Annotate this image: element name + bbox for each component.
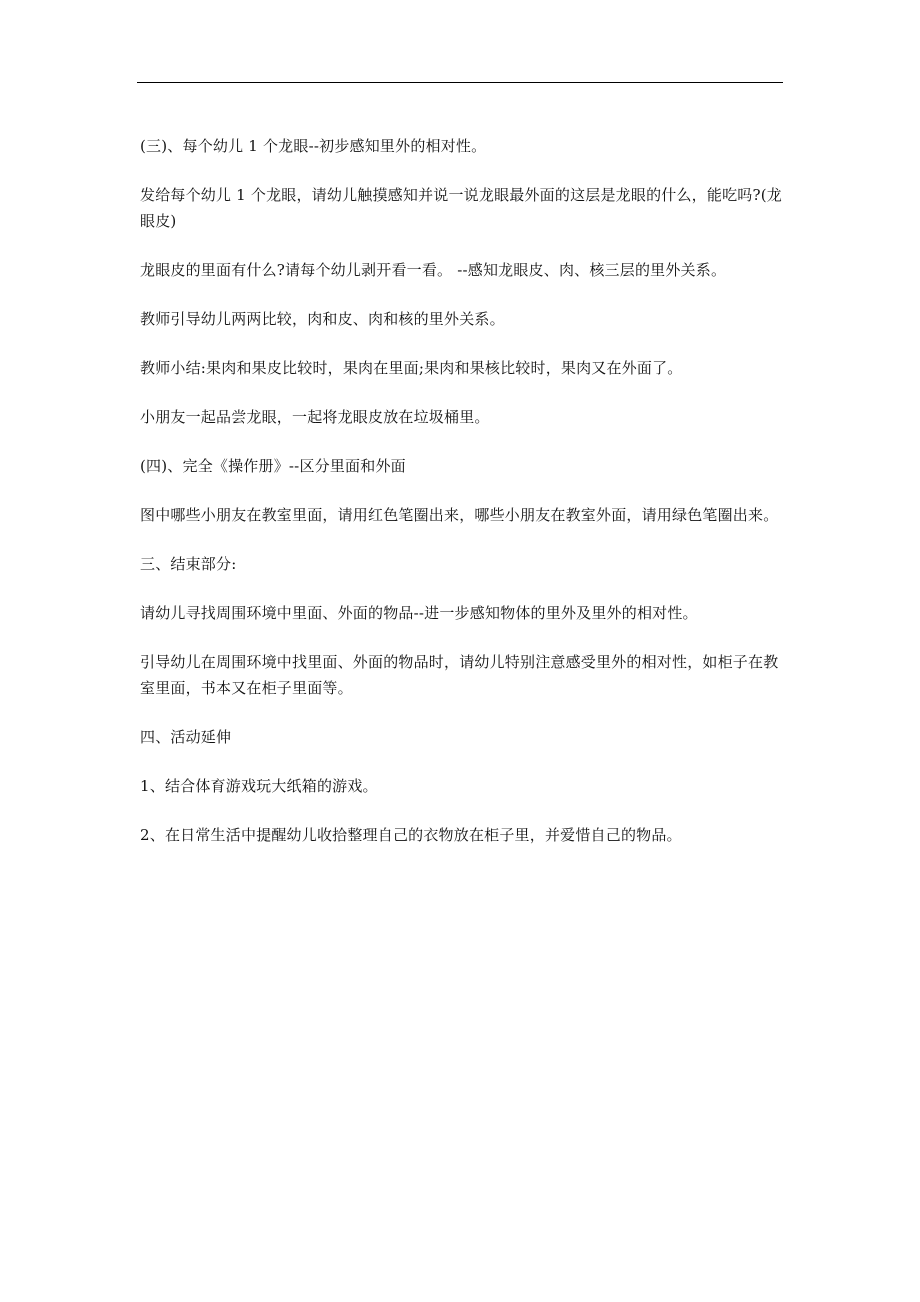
section-heading-3: (三)、每个幼儿 1 个龙眼--初步感知里外的相对性。 — [140, 137, 487, 155]
paragraph: 教师小结:果肉和果皮比较时，果肉在里面;果肉和果核比较时，果肉又在外面了。 — [140, 359, 683, 377]
section-heading-extension: 四、活动延伸 — [140, 728, 232, 746]
paragraph: 龙眼皮的里面有什么?请每个幼儿剥开看一看。 --感知龙眼皮、肉、核三层的里外关系。 — [140, 261, 727, 279]
section-heading-ending: 三、结束部分: — [140, 555, 237, 573]
paragraph: 请幼儿寻找周围环境中里面、外面的物品--进一步感知物体的里外及里外的相对性。 — [140, 604, 698, 622]
paragraph: 小朋友一起品尝龙眼，一起将龙眼皮放在垃圾桶里。 — [140, 408, 490, 426]
paragraph: 教师引导幼儿两两比较，肉和皮、肉和核的里外关系。 — [140, 310, 505, 328]
header-rule — [137, 82, 783, 83]
list-item: 2、在日常生活中提醒幼儿收拾整理自己的衣物放在柜子里，并爱惜自己的物品。 — [140, 826, 682, 844]
list-item: 1、结合体育游戏玩大纸箱的游戏。 — [140, 777, 378, 795]
section-heading-4: (四)、完全《操作册》--区分里面和外面 — [140, 457, 406, 475]
paragraph: 引导幼儿在周围环境中找里面、外面的物品时，请幼儿特别注意感受里外的相对性，如柜子在教室里面，书本又在柜子里面等。 — [140, 653, 779, 697]
paragraph: 发给每个幼儿 1 个龙眼，请幼儿触摸感知并说一说龙眼最外面的这层是龙眼的什么，能吃吗?(龙眼皮) — [140, 186, 782, 230]
paragraph: 图中哪些小朋友在教室里面，请用红色笔圈出来，哪些小朋友在教室外面，请用绿色笔圈出来。 — [140, 506, 779, 524]
document-body — [140, 133, 785, 871]
